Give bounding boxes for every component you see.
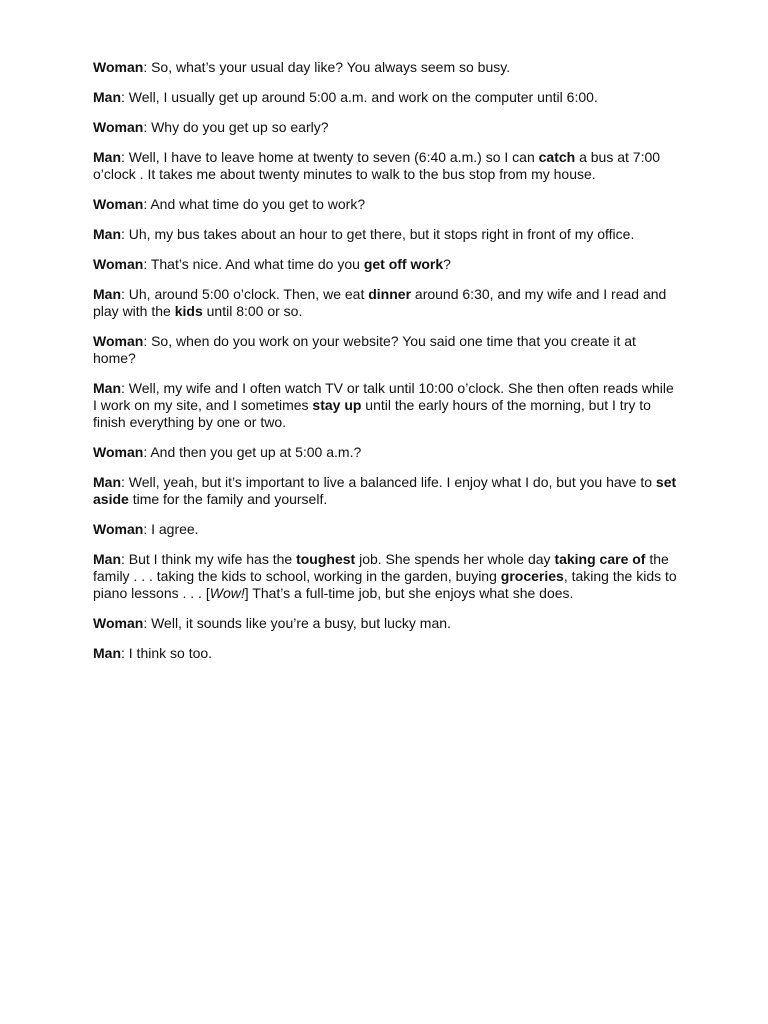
speaker-label: Man	[93, 149, 121, 165]
dialogue-turn	[93, 89, 678, 106]
utterance-text: : Well, I have to leave home at twenty to seven (6:40 a.m.) so I can	[121, 149, 539, 165]
speaker-label: Man	[93, 286, 121, 302]
utterance-text: until the early hours of the morning, but I try to finish everything by one or two.	[93, 397, 651, 430]
vocabulary-term: catch	[538, 149, 576, 165]
utterance-text: around 6:30, and my wife and I read and play with the	[93, 286, 667, 319]
vocabulary-term: kids	[174, 303, 203, 319]
utterance-text: a bus at 7:00 o’clock . It takes me about twenty minutes to walk to the bus stop from my house.	[93, 149, 661, 182]
utterance-text: : But I think my wife has the	[121, 551, 297, 567]
utterance-text: : And what time do you get to work?	[143, 196, 366, 212]
document-page	[93, 59, 678, 675]
dialogue-turn	[93, 226, 678, 243]
speaker-label: Man	[93, 551, 121, 567]
dialogue-turn	[93, 149, 678, 183]
dialogue-turn	[93, 645, 678, 662]
dialogue-turn	[93, 521, 678, 538]
speaker-label: Man	[93, 645, 121, 661]
speaker-label: Woman	[93, 119, 144, 135]
dialogue-turn	[93, 474, 678, 508]
dialogue-transcript	[93, 59, 678, 662]
dialogue-turn	[93, 333, 678, 367]
speaker-label: Woman	[93, 615, 144, 631]
speaker-label: Man	[93, 380, 121, 396]
speaker-label: Woman	[93, 59, 144, 75]
dialogue-turn	[93, 444, 678, 461]
speaker-label: Woman	[93, 196, 144, 212]
utterance-text: : Uh, around 5:00 o’clock. Then, we eat	[121, 286, 369, 302]
utterance-text: , taking the kids to piano lessons . . . [	[93, 568, 677, 601]
utterance-text: : Well, I usually get up around 5:00 a.m. and work on the computer until 6:00.	[121, 89, 598, 105]
utterance-text: : I think so too.	[121, 645, 213, 661]
utterance-text: : Uh, my bus takes about an hour to get there, but it stops right in front of my office.	[121, 226, 635, 242]
speaker-label: Man	[93, 474, 121, 490]
utterance-text: : Well, yeah, but it’s important to live a balanced life. I enjoy what I do, but you have to	[121, 474, 656, 490]
vocabulary-term: set aside	[93, 474, 677, 507]
utterance-text: : And then you get up at 5:00 a.m.?	[143, 444, 362, 460]
speaker-label: Woman	[93, 256, 144, 272]
utterance-text: : So, what’s your usual day like? You always seem so busy.	[143, 59, 511, 75]
italic-interjection: Wow!	[209, 585, 245, 601]
dialogue-turn	[93, 256, 678, 273]
utterance-text: : Well, it sounds like you’re a busy, but lucky man.	[143, 615, 451, 631]
speaker-label: Man	[93, 226, 121, 242]
utterance-text: until 8:00 or so.	[202, 303, 303, 319]
utterance-text: ] That’s a full-time job, but she enjoys what she does.	[244, 585, 574, 601]
speaker-label: Woman	[93, 333, 144, 349]
utterance-text: : I agree.	[143, 521, 199, 537]
vocabulary-term: dinner	[368, 286, 412, 302]
vocabulary-term: groceries	[500, 568, 564, 584]
dialogue-turn	[93, 286, 678, 320]
utterance-text: job. She spends her whole day	[355, 551, 555, 567]
utterance-text: : Well, my wife and I often watch TV or talk until 10:00 o’clock. She then often reads while I work on my site, and I sometimes	[93, 380, 674, 413]
vocabulary-term: get off work	[363, 256, 444, 272]
vocabulary-term: toughest	[296, 551, 356, 567]
dialogue-turn	[93, 59, 678, 76]
speaker-label: Woman	[93, 444, 144, 460]
utterance-text: : So, when do you work on your website? You said one time that you create it at home?	[93, 333, 636, 366]
utterance-text: : Why do you get up so early?	[143, 119, 329, 135]
speaker-label: Man	[93, 89, 121, 105]
utterance-text: : That’s nice. And what time do you	[143, 256, 364, 272]
dialogue-turn	[93, 196, 678, 213]
dialogue-turn	[93, 380, 678, 431]
utterance-text: time for the family and yourself.	[128, 491, 328, 507]
utterance-text: ?	[443, 256, 451, 272]
dialogue-turn	[93, 551, 678, 602]
speaker-label: Woman	[93, 521, 144, 537]
dialogue-turn	[93, 615, 678, 632]
vocabulary-term: stay up	[312, 397, 362, 413]
vocabulary-term: taking care of	[554, 551, 646, 567]
utterance-text: the family . . . taking the kids to school, working in the garden, buying	[93, 551, 669, 584]
dialogue-turn	[93, 119, 678, 136]
